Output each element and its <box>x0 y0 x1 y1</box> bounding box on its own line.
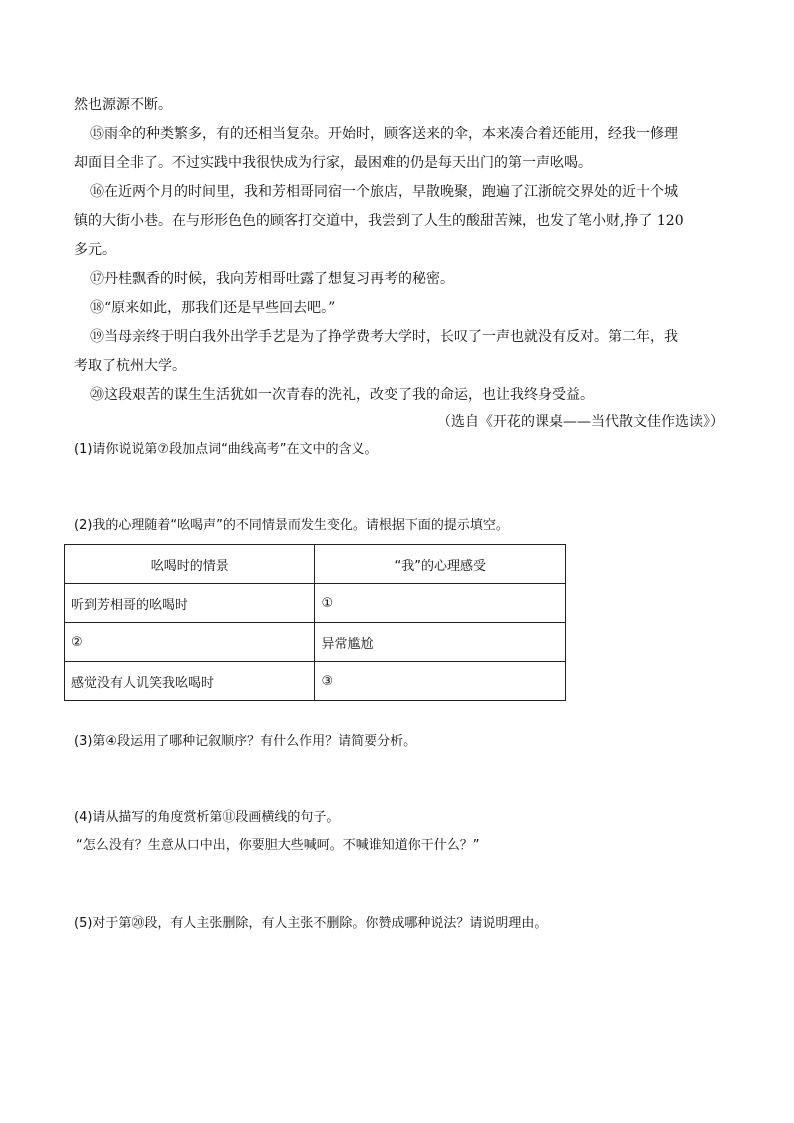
table-cell: 感觉没有人讥笑我吆喝时 <box>65 662 315 701</box>
question-4-quote: “怎么没有？生意从口中出，你要胆大些喊呵。不喊谁知道你干什么？” <box>76 838 480 853</box>
table-header-feeling: “我”的心理感受 <box>315 545 566 584</box>
table-cell-blank[interactable]: ① <box>315 584 566 623</box>
paragraph-17: ⑰丹桂飘香的时候，我向芳相哥吐露了想复习再考的秘密。 <box>90 271 454 287</box>
paragraph-15-line-1: ⑮雨伞的种类繁多，有的还相当复杂。开始时，顾客送来的伞，本来凑合着还能用，经我一修理 <box>90 126 678 142</box>
table-row <box>65 623 566 662</box>
table-header-scene: 吆喝时的情景 <box>65 545 315 584</box>
paragraph-16-line-1: ⑯在近两个月的时间里，我和芳相哥同宿一个旅店，早散晚聚，跑遍了江浙皖交界处的近十个城 <box>90 184 678 200</box>
table-header-row <box>65 545 566 584</box>
question-1: (1)请你说说第⑦段加点词“曲线高考”在文中的含义。 <box>74 442 378 457</box>
paragraph-19-line-1: ⑲当母亲终于明白我外出学手艺是为了挣学费考大学时，长叹了一声也就没有反对。第二年，我 <box>90 329 678 345</box>
paragraph-16-line-2: 镇的大街小巷。在与形形色色的顾客打交道中，我尝到了人生的酸甜苦辣，也发了笔小财,挣了 120 <box>74 213 684 229</box>
table-row <box>65 662 566 701</box>
paragraph-18: ⑱“原来如此，那我们还是早些回去吧。” <box>90 300 336 316</box>
passage-source: （选自《开花的课桌——当代散文佳作选读》） <box>437 414 724 430</box>
paragraph-19-line-2: 考取了杭州大学。 <box>74 358 186 374</box>
table-cell-blank[interactable]: ② <box>65 623 315 662</box>
question-4: (4)请从描写的角度赏析第⑪段画横线的句子。 <box>74 810 340 825</box>
question-2: (2)我的心理随着“吆喝声”的不同情景而发生变化。请根据下面的提示填空。 <box>74 518 509 533</box>
table-cell-blank[interactable]: ③ <box>315 662 566 701</box>
paragraph-20: ⑳这段艰苦的谋生生活犹如一次青春的洗礼，改变了我的命运，也让我终身受益。 <box>90 387 594 403</box>
table-cell: 异常尴尬 <box>315 623 566 662</box>
passage-line: 然也源源不断。 <box>74 97 172 113</box>
paragraph-15-line-2: 却面目全非了。不过实践中我很快成为行家，最困难的仍是每天出门的第一声吆喝。 <box>74 155 592 171</box>
question-5: (5)对于第⑳段，有人主张删除，有人主张不删除。你赞成哪种说法？请说明理由。 <box>74 916 548 931</box>
paragraph-16-line-3: 多元。 <box>74 242 116 258</box>
question-3: (3)第④段运用了哪种记叙顺序？有什么作用？请简要分析。 <box>74 734 417 749</box>
table-cell: 听到芳相哥的吆喝时 <box>65 584 315 623</box>
table-row <box>65 584 566 623</box>
answer-table <box>64 544 566 701</box>
